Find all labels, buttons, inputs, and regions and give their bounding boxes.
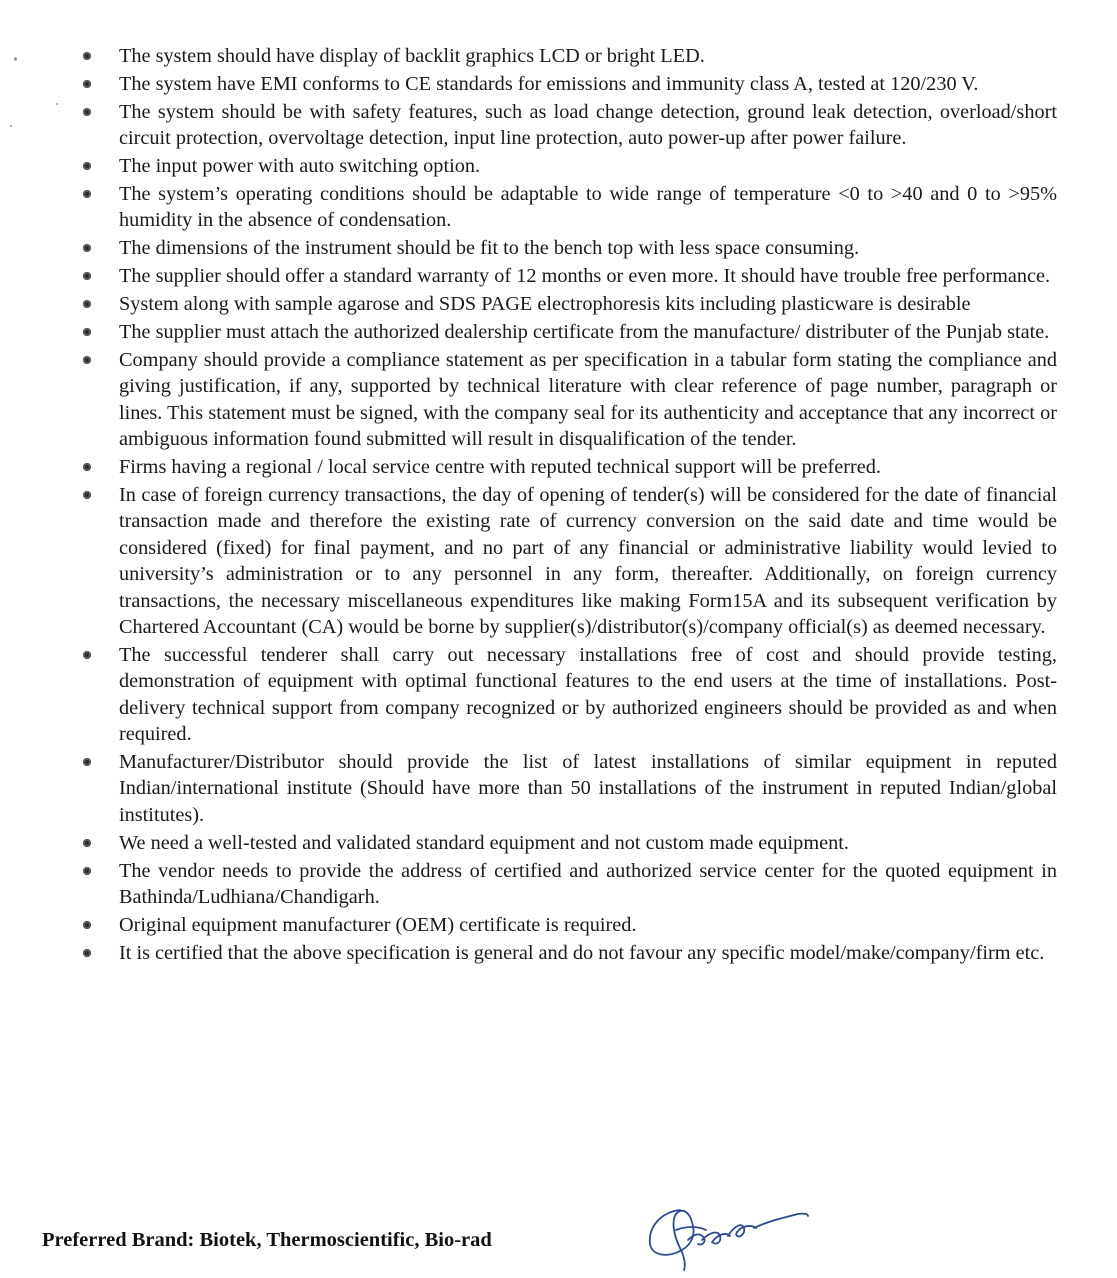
bullet-item — [0, 830, 1117, 856]
bullet-item — [0, 912, 1117, 938]
bullet-text: System along with sample agarose and SDS PAGE electrophoresis kits including plasticware is desirable — [119, 293, 971, 316]
bullet-item — [0, 235, 1117, 261]
bullet-icon — [83, 80, 91, 88]
bullet-icon — [83, 463, 91, 471]
bullet-item — [0, 347, 1117, 453]
bullet-text: We need a well-tested and validated standard equipment and not custom made equipment. — [119, 831, 849, 854]
bullet-text: The dimensions of the instrument should be fit to the bench top with less space consuming. — [119, 237, 860, 260]
handwritten-signature-icon — [640, 1196, 815, 1276]
bullet-item — [0, 181, 1117, 234]
bullet-item — [0, 749, 1117, 828]
bullet-text: Firms having a regional / local service centre with reputed technical support will be preferred. — [119, 456, 881, 479]
bullet-text: The system have EMI conforms to CE standards for emissions and immunity class A, tested at 120/230 V. — [119, 72, 979, 95]
bullet-item — [0, 482, 1117, 640]
preferred-brand-line: Preferred Brand: Biotek, Thermoscientific, Bio-rad — [42, 1229, 492, 1251]
bullet-icon — [83, 244, 91, 252]
specification-bullet-list — [0, 43, 1117, 968]
bullet-text: In case of foreign currency transactions, the day of opening of tender(s) will be considered for the date of financial transaction made and therefore the existing rate of currency conversion on the said date and time would be considered (fixed) for final payment, and no part of any financial or administrative liability would levied to university’s administration or to any personnel in any form, thereafter. Additionally, on foreign currency transactions, the necessary miscellaneous expenditures like making Form15A and its subsequent verification by Chartered Accountant (CA) would be borne by supplier(s)/distributor(s)/company official(s) as deemed necessary. — [119, 484, 1057, 639]
bullet-icon — [83, 162, 91, 170]
bullet-icon — [83, 190, 91, 198]
bullet-text: Company should provide a compliance statement as per specification in a tabular form stating the compliance and giving justification, if any, supported by technical literature with clear reference of page number, paragraph or lines. This statement must be signed, with the company seal for its authenticity and acceptance that any incorrect or ambiguous information found submitted will result in disqualification of the tender. — [119, 348, 1057, 451]
bullet-item — [0, 99, 1117, 152]
bullet-icon — [83, 867, 91, 875]
bullet-text: The system should be with safety features, such as load change detection, ground leak detection, overload/short circuit protection, overvoltage detection, input line protection, auto power-up after power failure. — [119, 100, 1057, 150]
bullet-text: Original equipment manufacturer (OEM) certificate is required. — [119, 914, 637, 936]
bullet-item — [0, 858, 1117, 911]
bullet-text: The successful tenderer shall carry out necessary installations free of cost and should provide testing, demonstration of equipment with optimal functional features to the end users at the time of installations. Post-delivery technical support from company recognized or by authorized engineers should be provided as and when required. — [119, 643, 1057, 746]
bullet-item — [0, 291, 1117, 317]
bullet-text: Manufacturer/Distributor should provide the list of latest installations of similar equipment in reputed Indian/international institute (Should have more than 50 installations of the instrument in reputed Indian/global institutes). — [119, 751, 1057, 826]
bullet-item — [0, 153, 1117, 179]
bullet-icon — [83, 328, 91, 336]
bullet-text: The vendor needs to provide the address of certified and authorized service center for the quoted equipment in Bathinda/Ludhiana/Chandigarh. — [119, 859, 1057, 909]
bullet-icon — [83, 356, 91, 364]
bullet-icon — [83, 108, 91, 116]
bullet-item — [0, 940, 1117, 966]
bullet-icon — [83, 949, 91, 957]
bullet-text: The system’s operating conditions should be adaptable to wide range of temperature <0 to >40 and 0 to >95% humidity in the absence of condensation. — [119, 183, 1057, 232]
bullet-item — [0, 319, 1117, 345]
bullet-text: It is certified that the above specification is general and do not favour any specific model/make/company/firm etc. — [119, 941, 1045, 964]
bullet-text: The supplier should offer a standard warranty of 12 months or even more. It should have trouble free performance. — [119, 265, 1051, 288]
bullet-icon — [83, 491, 91, 499]
bullet-icon — [83, 921, 91, 929]
bullet-item — [0, 454, 1117, 480]
bullet-item — [0, 263, 1117, 289]
bullet-item — [0, 43, 1117, 69]
bullet-text: The system should have display of backlit graphics LCD or bright LED. — [119, 45, 705, 67]
bullet-icon — [83, 839, 91, 847]
bullet-icon — [83, 758, 91, 766]
bullet-text: The input power with auto switching option. — [119, 155, 481, 178]
bullet-text: The supplier must attach the authorized dealership certificate from the manufacture/ distributer of the Punjab state. — [119, 321, 1050, 344]
bullet-icon — [83, 52, 91, 60]
bullet-item — [0, 642, 1117, 748]
bullet-item — [0, 71, 1117, 97]
bullet-icon — [83, 651, 91, 659]
bullet-icon — [83, 300, 91, 308]
bullet-icon — [83, 272, 91, 280]
